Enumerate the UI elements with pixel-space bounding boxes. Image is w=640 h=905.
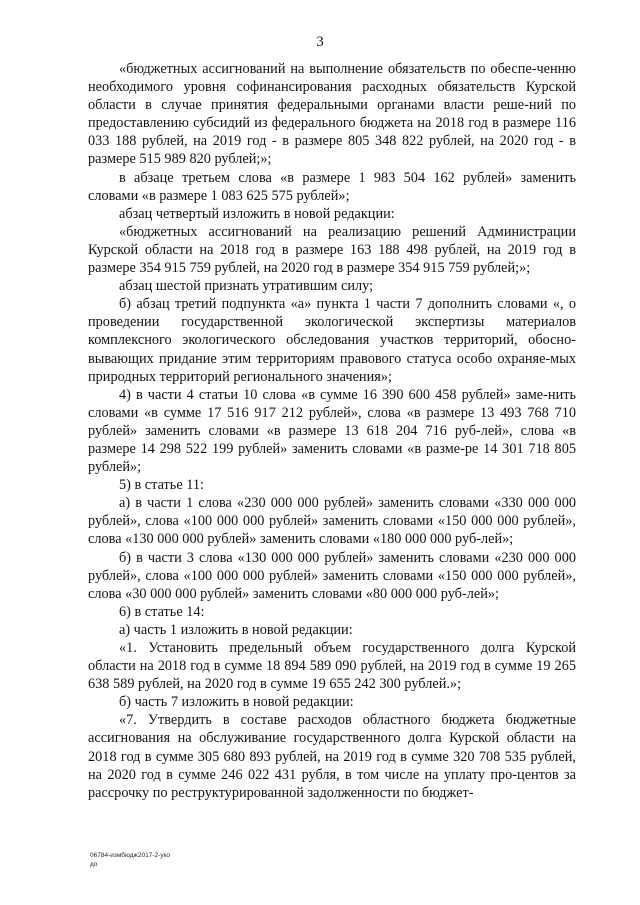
paragraph-article-11-part-1: а) в части 1 слова «230 000 000 рублей» заменить словами «330 000 000 рублей», слова «100 000 000 рублей» заменить словами «150 000 000 рублей», слова «130 000 000 рублей» заменить словами «180 000 000 руб-лей»;	[88, 495, 576, 548]
footer-file-code: 06784-измбюдж2017-2-уко	[90, 852, 171, 859]
paragraph-budget-obligations: «бюджетных ассигнований на выполнение обязательств по обеспе-ченню необходимого уровня софинансирования расходных обязательств Курской области в случае принятия федеральными органами власти реше-ний по предоставлению субсидий из федерального бюджета на 2018 год в размере 116 033 188 рублей, на 2019 год - в размере 805 348 822 рублей, на 2020 год - в размере 515 989 820 рублей;»;	[88, 61, 576, 168]
paragraph-article-10: 4) в части 4 статьи 10 слова «в сумме 16 390 600 458 рублей» заме-нить словами «в сумме 17 516 917 212 рублей», слова «в размере 13 493 768 710 рублей» заменить словами «в размере 13 618 204 716 руб-лей», слова «в размере 14 298 522 199 рублей» заменить словами «в разме-ре 14 301 718 805 рублей»;	[88, 386, 576, 476]
paragraph-debt-service: «7. Утвердить в составе расходов областного бюджета бюджетные ассигнования на обслуживание государственного долга Курской области на 2018 год в сумме 305 680 893 рублей, на 2019 год в сумме 320 708 535 рублей, на 2020 год в сумме 246 022 431 рубля, в том числе на уплату про-центов за рассрочку по реструктурированной задолженности по бюджет-	[88, 712, 576, 801]
footer-suffix: до	[90, 861, 98, 868]
paragraph-article-11-heading: 5) в статье 11:	[119, 477, 204, 494]
paragraph-third-abzac-replace: в абзаце третьем слова «в размере 1 983 504 162 рублей» заменить словами «в размере 1 083 625 575 рублей»;	[88, 169, 576, 204]
paragraph-article-11-part-3: б) в части 3 слова «130 000 000 рублей» заменить словами «230 000 000 рублей», слова «100 000 000 рублей» заменить словами «150 000 000 рублей», слова «30 000 000 рублей» заменить словами «80 000 000 руб-лей»;	[88, 549, 576, 602]
page-number: 3	[316, 34, 324, 50]
paragraph-fourth-abzac-intro: абзац четвертый изложить в новой редакции:	[119, 205, 395, 222]
paragraph-article-14-part-7-intro: б) часть 7 изложить в новой редакции:	[119, 694, 354, 711]
paragraph-administration-decisions: «бюджетных ассигнований на реализацию решений Администрации Курской области на 2018 год в размере 163 188 498 рублей, на 2019 год в размере 354 915 759 рублей, на 2020 год в размере 354 915 759 рублей;»;	[88, 223, 576, 277]
paragraph-ecological-expertise: б) абзац третий подпункта «а» пункта 1 части 7 дополнить словами «, о проведении государственной экологической экспертизы материалов комплексного экологического обследования участков территорий, обосно-вывающих придание этим территориям правового статуса особо охраняе-мых природных территорий регионального значения»;	[88, 296, 576, 385]
paragraph-debt-limit: «1. Установить предельный объем государственного долга Курской области на 2018 год в сумме 18 894 589 090 рублей, на 2019 год в сумме 19 265 638 589 рублей, на 2020 год в сумме 19 655 242 300 рублей.»;	[88, 640, 576, 693]
paragraph-sixth-abzac-void: абзац шестой признать утратившим силу;	[119, 278, 374, 295]
paragraph-article-14-heading: 6) в статье 14:	[119, 603, 205, 620]
paragraph-article-14-part-1-intro: а) часть 1 изложить в новой редакции:	[119, 621, 353, 638]
document-footer	[90, 851, 170, 869]
document-body	[88, 60, 576, 802]
